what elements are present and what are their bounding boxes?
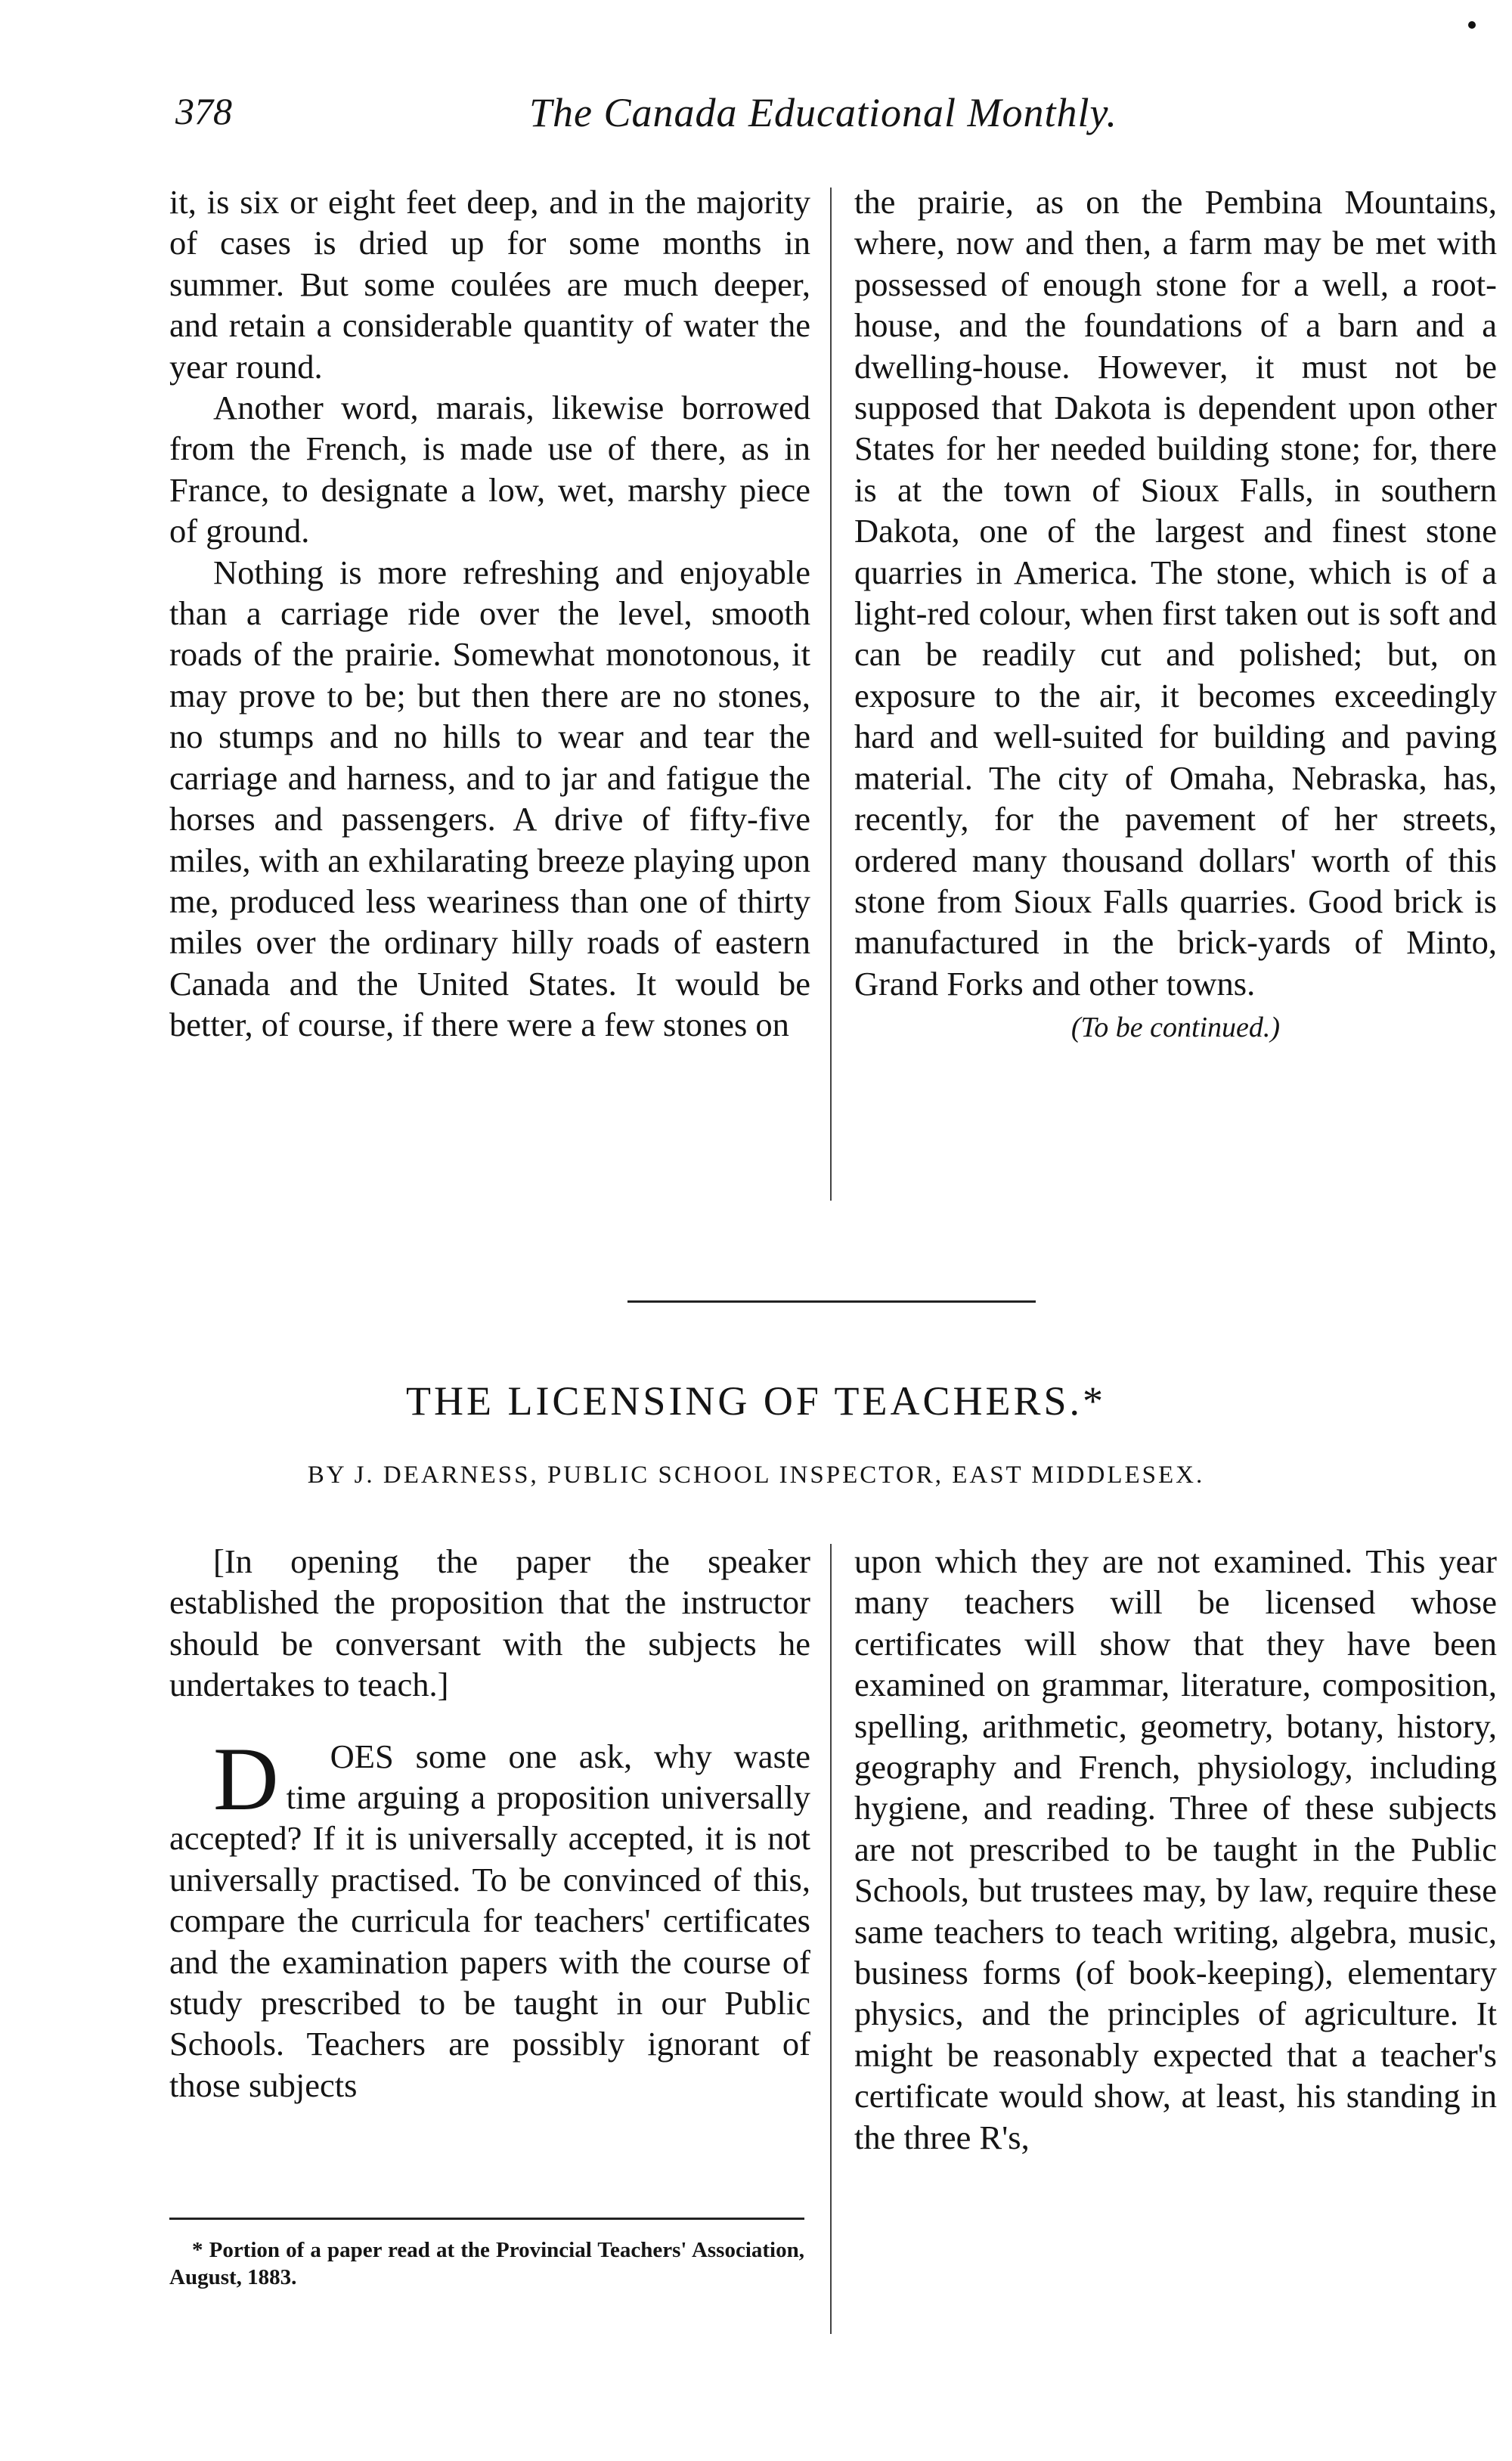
article-title: THE LICENSING OF TEACHERS.* (405, 1378, 1106, 1424)
page-number: 378 (175, 90, 232, 132)
drop-cap: D (213, 1728, 279, 1829)
footnote-rule (169, 2218, 804, 2220)
section-separator-rule (627, 1300, 1036, 1303)
prev-article-right-column (854, 181, 1497, 1049)
margin-speck (1468, 21, 1476, 29)
article-left-column (169, 1541, 810, 2106)
paragraph: upon which they are not examined. This year many teachers will be licensed whose certificates will show that they have been examined on grammar, literature, composition, spelling, arithmetic, geometry, botany, history, geography and French, physiology, including hygiene, and reading. Three of these subjects are not prescribed to be taught in the Public Schools, but trustees may, by law, require these same teachers to teach writing, algebra, music, business forms (of book-keeping), elementary physics, and the principles of agriculture. It might be reasonably expected that a teacher's certificate would show, at least, his standing in the three R's, (854, 1542, 1497, 2156)
to-be-continued: (To be continued.) (1070, 1012, 1281, 1044)
opening-text: OES some one ask, why waste time arguing a proposition universally accepted? If it is universally accepted, it is not universally practised. To be convinced of this, compare the curricula for teachers' certificates and the examination papers with the course of study prescribed to be taught in our Public Schools. Teachers are possibly ignorant of those subjects (169, 1737, 810, 2104)
prev-article-left-column (169, 181, 810, 1046)
column-divider (830, 188, 832, 1201)
intro-note: [In opening the paper the speaker established the proposition that the instructor should be conversant with the subjects he undertakes to teach.] (169, 1542, 810, 1704)
footnote: * Portion of a paper read at the Provincial Teachers' Association, August, 1883. (169, 2238, 804, 2289)
article-byline: BY J. DEARNESS, PUBLIC SCHOOL INSPECTOR, EAST MIDDLESEX. (307, 1461, 1205, 1489)
article-right-column (854, 1541, 1497, 2158)
paragraph: Nothing is more refreshing and enjoyable than a carriage ride over the level, smooth roads of the prairie. Somewhat monotonous, it may prove to be; but then there are no stones, no stumps and no hills to wear and tear the carriage and harness, and to jar and fatigue the horses and passengers. A drive of fifty-five miles, with an exhilarating breeze playing upon me, produced less weariness than one of thirty miles over the ordinary hilly roads of eastern Canada and the United States. It would be better, of course, if there were a few stones on (169, 553, 810, 1044)
paragraph: Another word, marais, likewise borrowed from the French, is made use of there, as in France, to designate a low, wet, marshy piece of ground. (169, 389, 810, 550)
running-head: The Canada Educational Monthly. (529, 90, 1117, 135)
paragraph: the prairie, as on the Pembina Mountains, where, now and then, a farm may be met with possessed of enough stone for a well, a root-house, and the foundations of a barn and a dwelling-house. However, it must not be supposed that Dakota is dependent upon other States for her needed building stone; for, there is at the town of Sioux Falls, in southern Dakota, one of the largest and finest stone quarries in America. The stone, which is of a light-red colour, when first taken out is soft and can be readily cut and polished; but, on exposure to the air, it becomes exceedingly hard and well-suited for building and paving material. The city of Omaha, Nebraska, has, recently, for the pavement of her streets, ordered many thousand dollars' worth of this stone from Sioux Falls quarries. Good brick is manufactured in the brick-yards of Minto, Grand Forks and other towns. (854, 183, 1497, 1003)
paragraph: it, is six or eight feet deep, and in the majority of cases is dried up for some months in summer. But some coulées are much deeper, and retain a considerable quantity of water the year round. (169, 183, 810, 386)
column-divider (830, 1544, 832, 2334)
opening-paragraph (169, 1728, 810, 2106)
